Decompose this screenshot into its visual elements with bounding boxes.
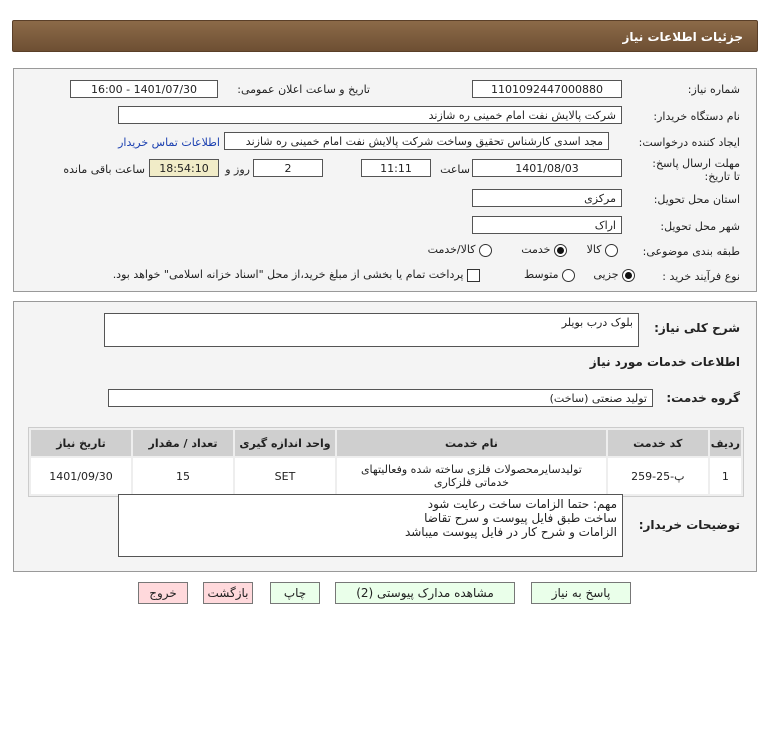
announce-field: 1401/07/30 - 16:00: [70, 80, 218, 98]
province-label: استان محل تحویل:: [653, 193, 740, 206]
view-attachments-button[interactable]: مشاهده مدارک پیوستی (2): [335, 582, 515, 604]
cell-qty: 15: [132, 457, 234, 495]
buyer-label: نام دستگاه خریدار:: [653, 110, 740, 123]
exit-button[interactable]: خروج: [138, 582, 188, 604]
cell-name: تولیدسایرمحصولات فلزی ساخته شده وفعالیتهای خدماتی فلزکاری: [336, 457, 607, 495]
city-label: شهر محل تحویل:: [660, 220, 740, 233]
col-date: تاریخ نیاز: [30, 429, 132, 457]
group-label: گروه خدمت:: [666, 391, 740, 405]
cell-code: پ-25-259: [607, 457, 709, 495]
need-number-label: شماره نیاز:: [687, 83, 740, 96]
remaining-time-field: 18:54:10: [149, 159, 219, 177]
table-row: [30, 457, 742, 495]
process-option-minor[interactable]: [593, 268, 635, 282]
deadline-label: مهلت ارسال پاسخ: تا تاریخ:: [652, 157, 740, 183]
category-option-both[interactable]: [428, 243, 492, 257]
services-table: [29, 428, 743, 496]
deadline-time-field: 11:11: [361, 159, 431, 177]
days-field: 2: [253, 159, 323, 177]
note-line: ساخت طبق فایل پیوست و سرح تقاضا: [424, 511, 617, 525]
option-label: متوسط: [523, 268, 559, 281]
creator-field: مجد اسدی کارشناس تحقیق وساخت شرکت پالایش نفت امام خمینی ره شازند: [224, 132, 609, 150]
payment-note: پرداخت تمام یا بخشی از مبلغ خرید،از محل "اسناد خزانه اسلامی" خواهد بود.: [112, 268, 464, 281]
notes-label: توضیحات خریدار:: [638, 518, 740, 532]
cell-unit: SET: [234, 457, 336, 495]
service-group-field: تولید صنعتی (ساخت): [108, 389, 653, 407]
cell-row: 1: [709, 457, 742, 495]
option-label: کالا/خدمت: [427, 243, 476, 256]
table-header-row: [30, 429, 742, 457]
cell-date: 1401/09/30: [30, 457, 132, 495]
remaining-label: ساعت باقی مانده: [63, 163, 145, 176]
page-title: جزئیات اطلاعات نیاز: [12, 20, 758, 52]
note-line: مهم: حتما الزامات ساخت رعایت شود: [427, 497, 617, 511]
announce-label: تاریخ و ساعت اعلان عمومی:: [237, 83, 370, 96]
process-option-medium[interactable]: [524, 268, 575, 282]
option-label: جزیی: [593, 268, 619, 281]
option-label: خدمت: [521, 243, 551, 256]
services-heading: اطلاعات خدمات مورد نیاز: [589, 355, 740, 369]
buyer-notes-field: [118, 494, 623, 557]
summary-field: بلوک درب بویلر: [104, 313, 639, 347]
col-name: نام خدمت: [336, 429, 607, 457]
need-number-field: 1101092447000880: [472, 80, 622, 98]
category-label: طبقه بندی موضوعی:: [642, 245, 740, 258]
reply-button[interactable]: پاسخ به نیاز: [531, 582, 631, 604]
col-row: ردیف: [709, 429, 742, 457]
category-option-service[interactable]: [521, 243, 567, 257]
deadline-date-field: 1401/08/03: [472, 159, 622, 177]
time-label: ساعت: [440, 163, 470, 176]
buyer-field: شرکت پالایش نفت امام خمینی ره شازند: [118, 106, 622, 124]
treasury-payment-checkbox[interactable]: [113, 268, 480, 282]
province-field: مرکزی: [472, 189, 622, 207]
creator-label: ایجاد کننده درخواست:: [638, 136, 740, 149]
col-unit: واحد اندازه گیری: [234, 429, 336, 457]
note-line: الزامات و شرح کار در فایل پیوست میباشد: [404, 525, 617, 539]
category-option-goods[interactable]: [587, 243, 618, 257]
city-field: اراک: [472, 216, 622, 234]
col-qty: تعداد / مقدار: [132, 429, 234, 457]
col-code: کد خدمت: [607, 429, 709, 457]
back-button[interactable]: بازگشت: [203, 582, 253, 604]
print-button[interactable]: چاپ: [270, 582, 320, 604]
days-label: روز و: [225, 163, 250, 176]
option-label: کالا: [586, 243, 602, 256]
process-label: نوع فرآیند خرید :: [662, 270, 740, 283]
summary-label: شرح کلی نیاز:: [654, 321, 740, 335]
contact-buyer-link[interactable]: اطلاعات تماس خریدار: [118, 136, 220, 149]
